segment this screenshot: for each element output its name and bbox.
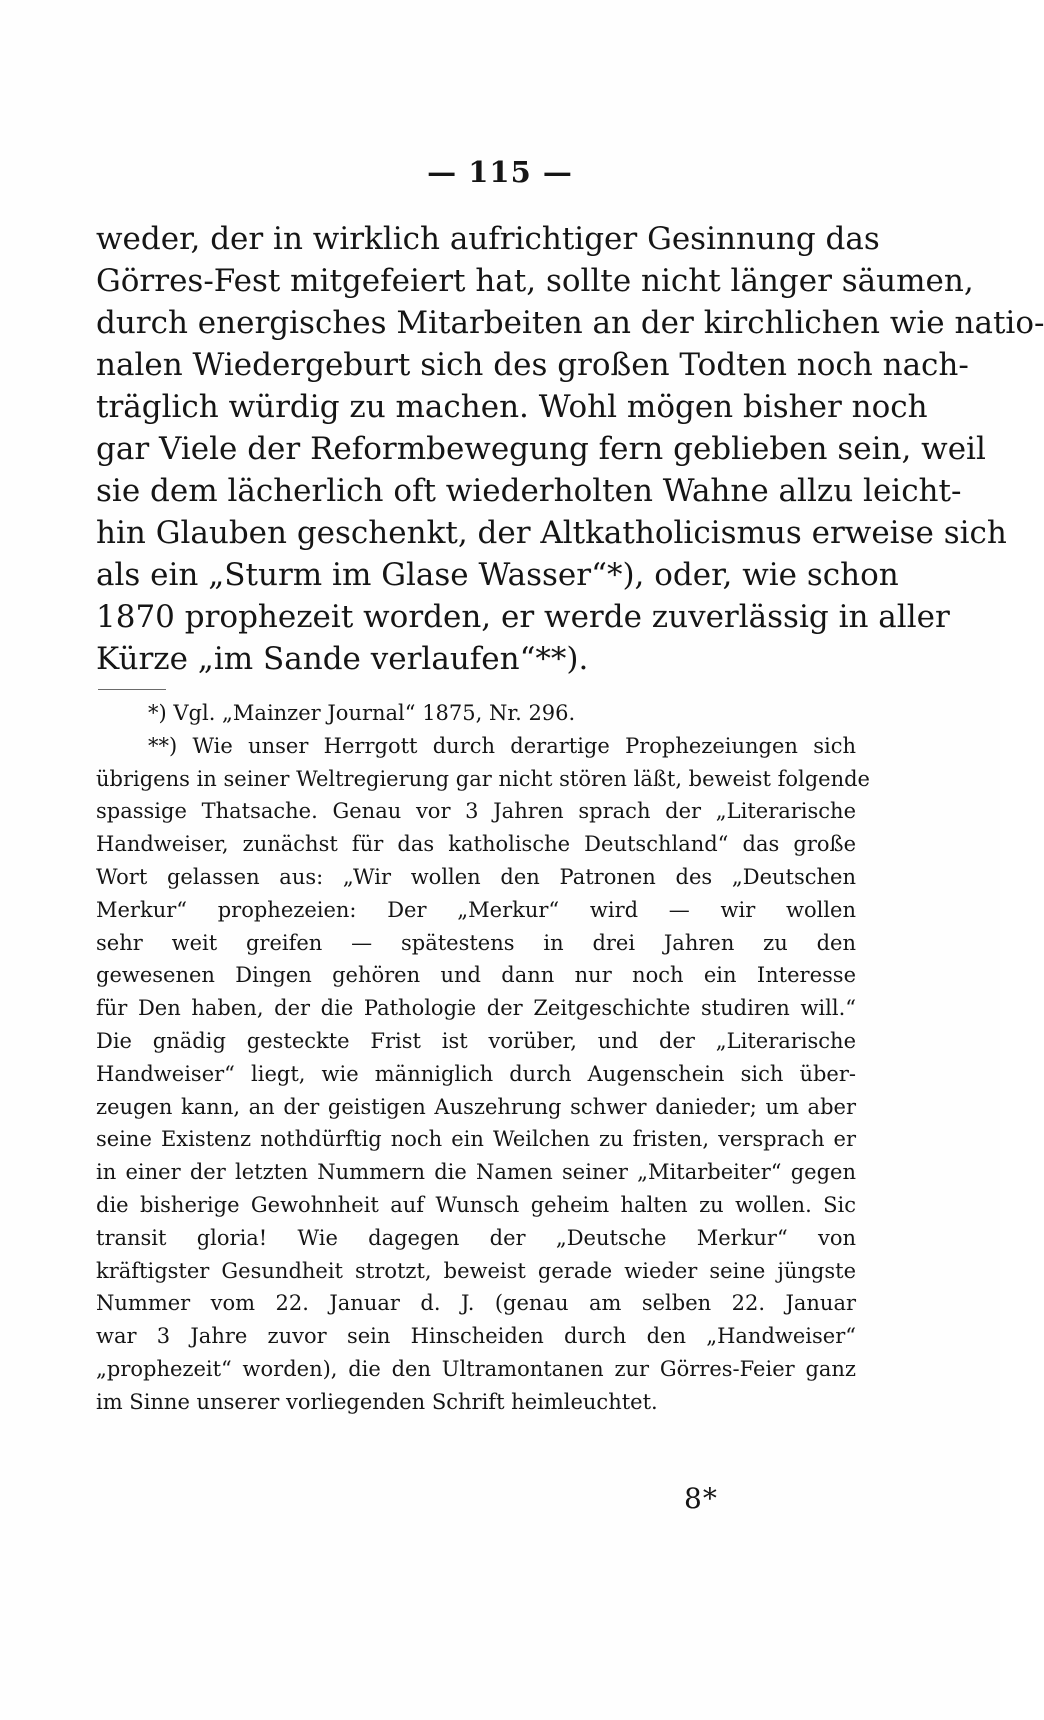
footnote-line: Handweiser, zunächst für das katholische Deutschland“ das große — [96, 832, 856, 857]
footnote-line: Merkur“ prophezeien: Der „Merkur“ wird — wir wollen — [96, 897, 856, 922]
footnote-separator — [98, 689, 166, 690]
footnote-line: Handweiser“ liegt, wie männiglich durch Augenschein sich über- — [96, 1061, 856, 1086]
footnote-line: Die gnädig gesteckte Frist ist vorüber, und der „Literarische — [96, 1028, 856, 1053]
main-text-line: 1870 prophezeit worden, er werde zuverlässig in aller — [96, 599, 950, 635]
main-text-line: weder, der in wirklich aufrichtiger Gesinnung das — [96, 221, 880, 257]
footnote-line: zeugen kann, an der geistigen Auszehrung schwer danieder; um aber — [96, 1094, 856, 1119]
main-text-line: hin Glauben geschenkt, der Altkatholicismus erweise sich — [96, 515, 1007, 551]
footnote-line: war 3 Jahre zuvor sein Hinscheiden durch den „Handweiser“ — [96, 1324, 856, 1349]
main-text-line: Kürze „im Sande verlaufen“**). — [96, 641, 589, 677]
main-text-line: nalen Wiedergeburt sich des großen Todten noch nach- — [96, 347, 969, 383]
main-text-line: gar Viele der Reformbewegung fern geblieben sein, weil — [96, 431, 986, 467]
main-text-line: träglich würdig zu machen. Wohl mögen bisher noch — [96, 389, 928, 425]
footnote-line: seine Existenz nothdürftig noch ein Weilchen zu fristen, versprach er — [96, 1127, 856, 1152]
footnote-line: sehr weit greifen — spätestens in drei Jahren zu den — [96, 930, 856, 955]
sheet-signature: 8* — [684, 1482, 718, 1515]
main-text-line: Görres-Fest mitgefeiert hat, sollte nicht länger säumen, — [96, 263, 974, 299]
footnote-line: „prophezeit“ worden), die den Ultramontanen zur Görres-Feier ganz — [96, 1356, 856, 1381]
footnotes — [96, 697, 870, 1419]
footnote-line: in einer der letzten Nummern die Namen seiner „Mitarbeiter“ gegen — [96, 1160, 856, 1185]
main-text-line: sie dem lächerlich oft wiederholten Wahne allzu leicht- — [96, 473, 962, 509]
footnote-line: Wort gelassen aus: „Wir wollen den Patronen des „Deutschen — [96, 864, 856, 889]
footnote-line: kräftigster Gesundheit strotzt, beweist gerade wieder seine jüngste — [96, 1258, 856, 1283]
footnote-line: *) Vgl. „Mainzer Journal“ 1875, Nr. 296. — [148, 701, 576, 725]
footnote-line: für Den haben, der die Pathologie der Zeitgeschichte studiren will.“ — [96, 996, 856, 1021]
footnote-line: im Sinne unserer vorliegenden Schrift heimleuchtet. — [96, 1389, 658, 1414]
main-text-line: durch energisches Mitarbeiten an der kirchlichen wie natio- — [96, 305, 1044, 341]
footnote-line: spassige Thatsache. Genau vor 3 Jahren sprach der „Literarische — [96, 799, 856, 824]
footnote-line: transit gloria! Wie dagegen der „Deutsche Merkur“ von — [96, 1225, 856, 1250]
footnote-line: übrigens in seiner Weltregierung gar nicht stören läßt, beweist folgende — [96, 766, 870, 791]
page-number: — 115 — — [427, 155, 573, 189]
main-text-line: als ein „Sturm im Glase Wasser“*), oder, wie schon — [96, 557, 899, 593]
footnote-line: Nummer vom 22. Januar d. J. (genau am selben 22. Januar — [96, 1291, 856, 1316]
footnote-line: gewesenen Dingen gehören und dann nur noch ein Interesse — [96, 963, 856, 988]
footnote-line: **) Wie unser Herrgott durch derartige Prophezeiungen sich — [148, 733, 856, 758]
main-text — [96, 218, 1044, 680]
footnote-line: die bisherige Gewohnheit auf Wunsch geheim halten zu wollen. Sic — [96, 1192, 856, 1217]
